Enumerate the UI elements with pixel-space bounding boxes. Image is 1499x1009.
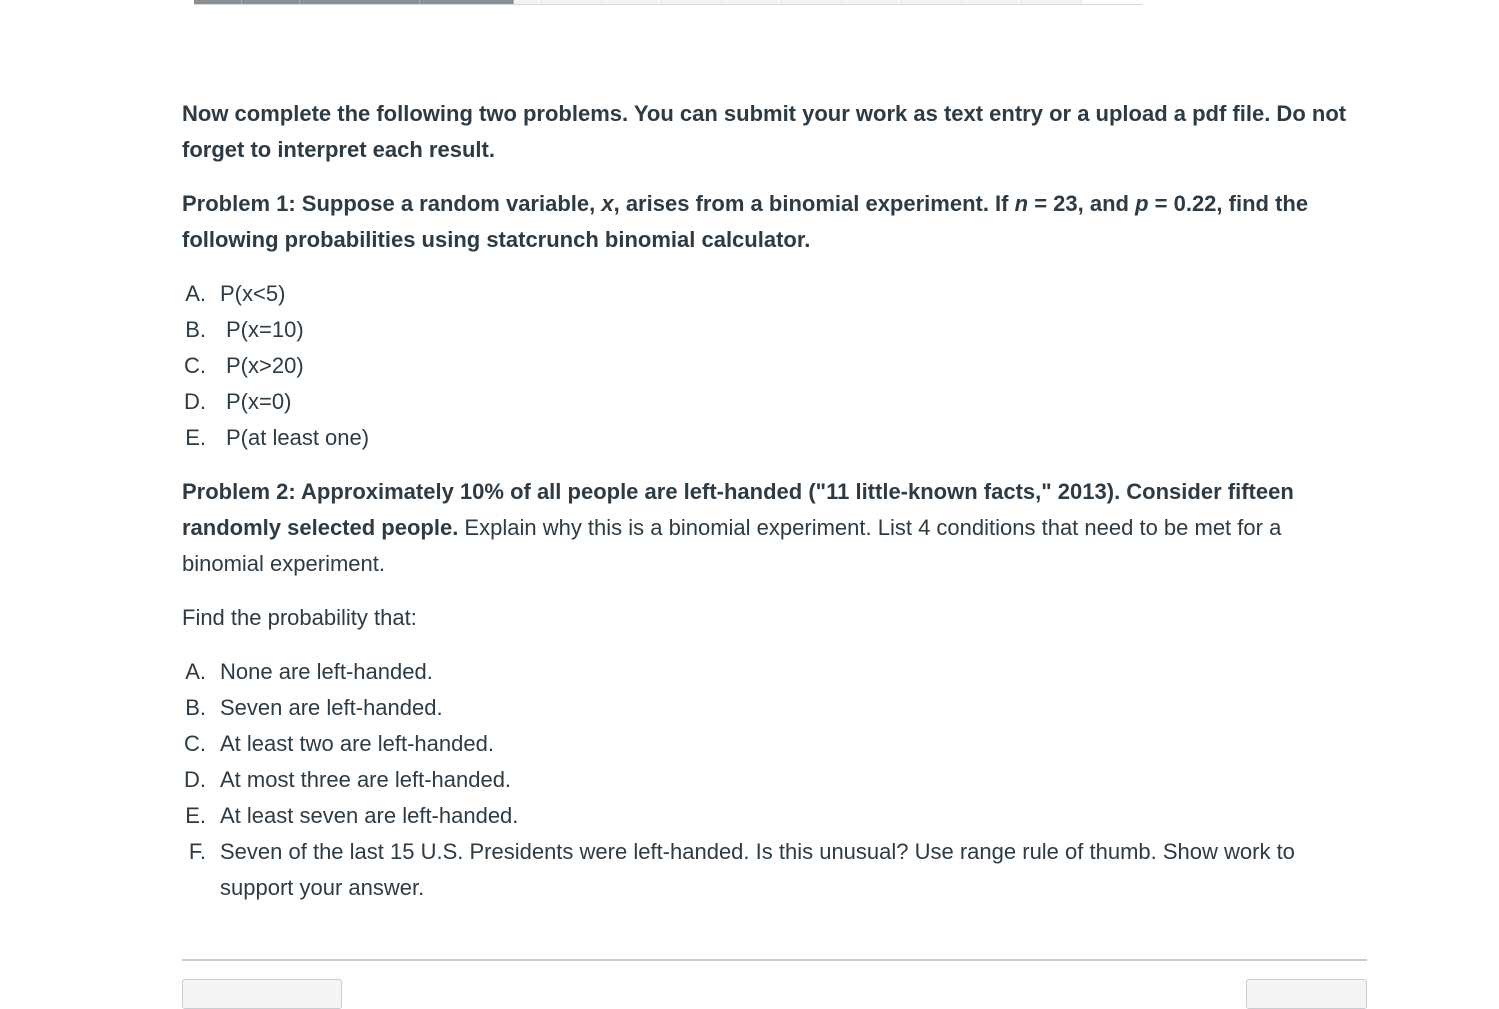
list-item-text: P(x=0) — [226, 389, 292, 414]
list-marker: E. — [185, 803, 206, 828]
list-item — [182, 276, 1368, 312]
list-item-text: Seven of the last 15 U.S. Presidents were left-handed. Is this unusual? Use range rule of thumb. Show work to support your answer. — [220, 839, 1295, 900]
list-item — [182, 654, 1368, 690]
list-marker: D. — [184, 767, 206, 792]
problem2-normal-text: Explain why this is a binomial experiment. List 4 conditions that need to be met for a binomial experiment. — [182, 515, 1282, 576]
list-marker: A. — [185, 659, 206, 684]
table-cell — [662, 0, 722, 4]
list-item-text: At least seven are left-handed. — [220, 803, 519, 828]
problem1-mid2: = 23, and — [1028, 191, 1136, 216]
list-marker: F. — [188, 839, 206, 864]
problem1-tail: = 0.22, find the following probabilities using statcrunch binomial calculator. — [182, 191, 1309, 252]
list-item-text: None are left-handed. — [220, 659, 433, 684]
problem2-find-text: Find the probability that: — [182, 605, 417, 630]
list-marker: C. — [184, 353, 206, 378]
list-item-text: P(x=10) — [226, 317, 304, 342]
problem1-var-x: x — [601, 191, 614, 216]
list-item — [182, 834, 1368, 906]
next-button[interactable] — [1246, 979, 1367, 1009]
problem2-list — [182, 654, 1368, 906]
problem1-var-p: p — [1135, 191, 1149, 216]
table-cell — [842, 0, 902, 4]
list-marker: D. — [184, 389, 206, 414]
problem1-var-n: n — [1014, 191, 1029, 216]
table-cell — [782, 0, 842, 4]
list-item — [182, 798, 1368, 834]
table-cell — [722, 0, 782, 4]
problem2-bold-text: Problem 2: Approximately 10% of all people are left-handed ("11 little-known facts," 2013). Consider fifteen randomly selected people. — [182, 479, 1294, 540]
list-item — [182, 384, 1368, 420]
problem1-statement — [182, 186, 1368, 258]
table-cell — [242, 0, 300, 4]
list-item — [182, 690, 1368, 726]
intro-paragraph: Now complete the following two problems. You can submit your work as text entry or a upload a pdf file. Do not forget to interpret each result. — [182, 101, 1347, 162]
table-cell — [602, 0, 662, 4]
list-marker: C. — [184, 731, 206, 756]
content-divider — [182, 959, 1367, 961]
list-item-text: Seven are left-handed. — [220, 695, 443, 720]
list-item — [182, 420, 1368, 456]
problem2-statement — [182, 474, 1368, 582]
list-item-text: P(x<5) — [220, 281, 286, 306]
list-item — [182, 312, 1368, 348]
list-marker: A. — [185, 281, 206, 306]
list-item — [182, 762, 1368, 798]
list-marker: B. — [185, 695, 206, 720]
list-marker: B. — [185, 317, 206, 342]
list-item-text: At most three are left-handed. — [220, 767, 512, 792]
list-item — [182, 726, 1368, 762]
top-table-fragment — [194, 0, 1142, 5]
problem1-list — [182, 276, 1368, 456]
table-cell — [300, 0, 420, 4]
table-cell — [420, 0, 514, 4]
list-item-text: P(at least one) — [226, 425, 370, 450]
table-cell — [962, 0, 1022, 4]
assignment-description — [182, 96, 1368, 924]
problem1-mid1: , arises from a binomial experiment. If — [613, 191, 1015, 216]
table-cell — [514, 0, 542, 4]
table-cell — [902, 0, 962, 4]
table-cell — [542, 0, 602, 4]
previous-button[interactable] — [182, 979, 342, 1009]
list-item-text: At least two are left-handed. — [220, 731, 494, 756]
problem1-lead: Problem 1: Suppose a random variable, — [182, 191, 602, 216]
list-marker: E. — [185, 425, 206, 450]
table-cell — [1022, 0, 1082, 4]
list-item-text: P(x>20) — [226, 353, 304, 378]
table-cell — [194, 0, 242, 4]
list-item — [182, 348, 1368, 384]
